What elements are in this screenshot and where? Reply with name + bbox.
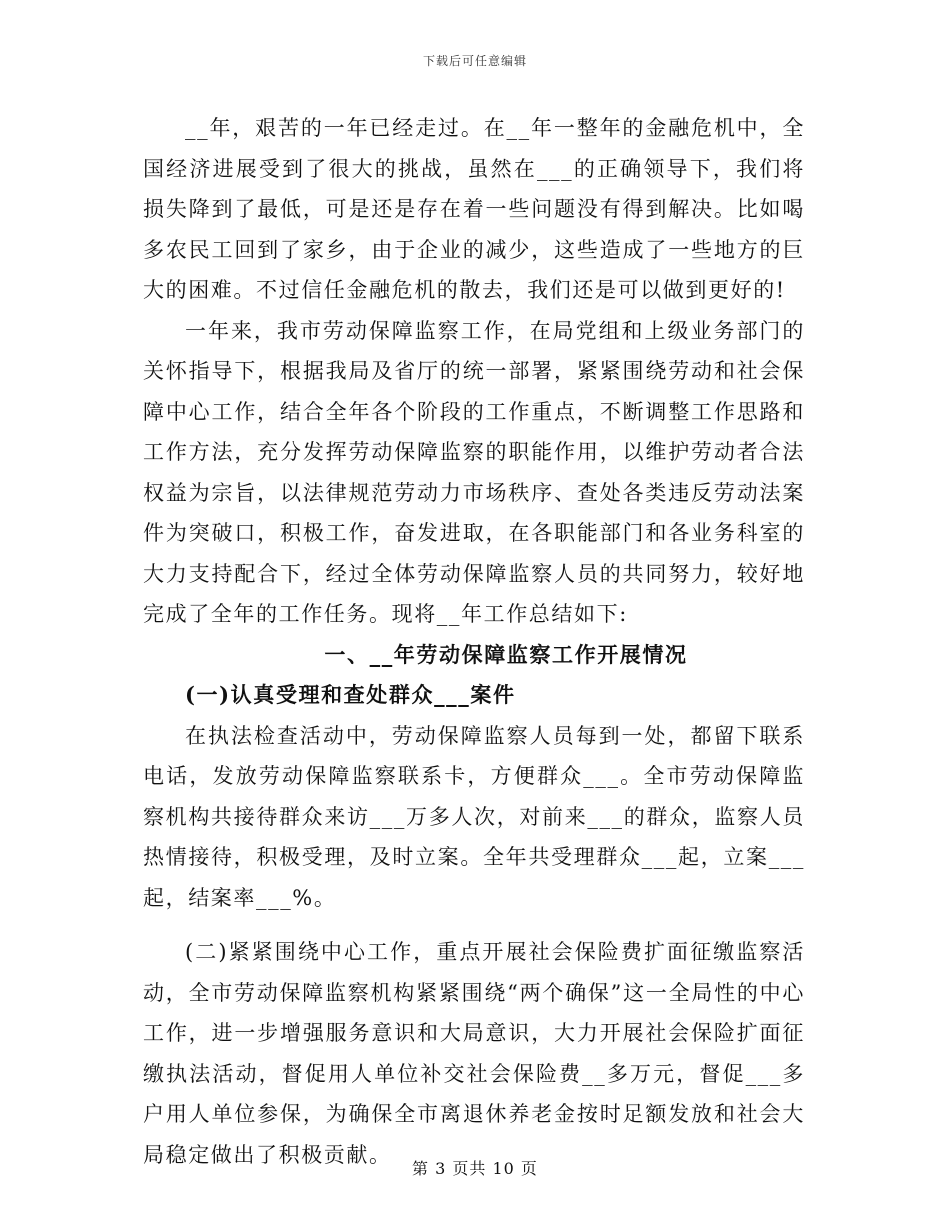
subheading-1: (一)认真受理和查处群众___案件 [185, 682, 516, 707]
page-footer: 第 3 页共 10 页 [412, 1159, 538, 1178]
paragraph-sub2: (二)紧紧围绕中心工作，重点开展社会保险费扩面征缴监察活动，全市劳动保障监察机构紧紧围绕“两个确保”这一全局性的中心工作，进一步增强服务意识和大局意识，大力开展社会保险扩面征缴执法活动，督促用人单位补交社会保险费__多万元，督促___多户用人单位参保，为确保全市离退休养老金按时足额发放和社会大局稳定做出了积极贡献。 [143, 940, 805, 1167]
header-note: 下载后可任意编辑 [422, 54, 527, 68]
section-heading: 一、__年劳动保障监察工作开展情况 [324, 641, 688, 667]
document-body [143, 108, 805, 1175]
paragraph-intro: __年，艰苦的一年已经走过。在__年一整年的金融危机中，全国经济进展受到了很大的挑战，虽然在___的正确领导下，我们将损失降到了最低，可是还是存在着一些问题没有得到解决。比如喝多农民工回到了家乡，由于企业的减少，这些造成了一些地方的巨大的困难。不过信任金融危机的散去，我们还是可以做到更好的! [143, 116, 805, 302]
paragraph-sub1: 在执法检查活动中，劳动保障监察人员每到一处，都留下联系电话，发放劳动保障监察联系卡，方便群众___。全市劳动保障监察机构共接待群众来访___万多人次，对前来___的群众，监察人员热情接待，积极受理，及时立案。全年共受理群众___起，立案___起，结案率___%。 [143, 723, 805, 910]
paragraph-overview: 一年来，我市劳动保障监察工作，在局党组和上级业务部门的关怀指导下，根据我局及省厅的统一部署，紧紧围绕劳动和社会保障中心工作，结合全年各个阶段的工作重点，不断调整工作思路和工作方法，充分发挥劳动保障监察的职能作用，以维护劳动者合法权益为宗旨，以法律规范劳动力市场秩序、查处各类违反劳动法案件为突破口，积极工作，奋发进取，在各职能部门和各业务科室的大力支持配合下，经过全体劳动保障监察人员的共同努力，较好地完成了全年的工作任务。现将__年工作总结如下: [143, 318, 805, 626]
